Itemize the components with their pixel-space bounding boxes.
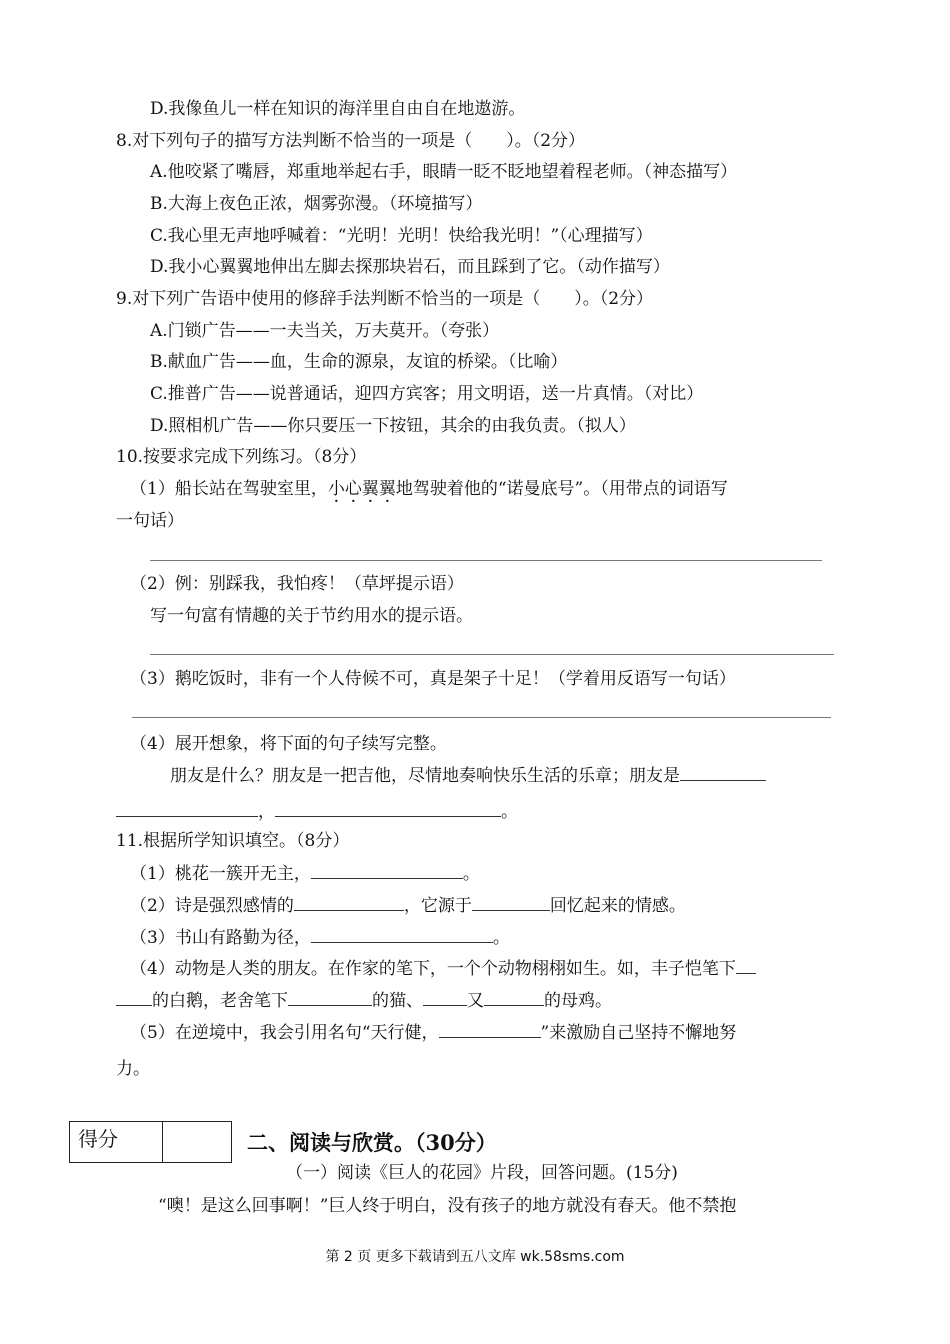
reading-subtitle: （一）阅读《巨人的花园》片段，回答问题。(15分) (286, 1163, 678, 1183)
q11-item2: （2）诗是强烈感情的 ，它源于 回忆起来的情感。 (130, 896, 686, 916)
q7-option-d: D.我像鱼儿一样在知识的海洋里自由自在地遨游。 (150, 99, 526, 119)
q8-stem: 8.对下列句子的描写方法判断不恰当的一项是（ ）。（2分） (116, 131, 586, 151)
q11-item4-cont: 的白鹅，老舍笔下 的猫、 又 的母鸡。 (116, 989, 612, 1012)
q9-option-d: D.照相机广告——你只要压一下按钮，其余的由我负责。（拟人） (150, 416, 636, 436)
blank-11-2a[interactable] (294, 894, 404, 911)
q9-stem: 9.对下列广告语中使用的修辞手法判断不恰当的一项是（ ）。（2分） (116, 289, 654, 309)
q8-option-d: D.我小心翼翼地伸出左脚去探那块岩石，而且踩到了它。（动作描写） (150, 257, 670, 277)
q10-part1-cont: 一句话） (116, 511, 184, 531)
blank-11-4e[interactable] (484, 989, 544, 1006)
page-footer: 第 2 页 更多下载请到五八文库 wk.58sms.com (325, 1249, 625, 1265)
q8-option-c: C.我心里无声地呼喊着：“光明！光明！快给我光明！”（心理描写） (150, 226, 653, 246)
blank-friend-1[interactable] (680, 764, 766, 781)
q10-part2: （2）例：别踩我，我怕疼！（草坪提示语） (130, 574, 464, 594)
reading-passage: “噢！是这么回事啊！”巨人终于明白，没有孩子的地方就没有春天。他不禁抱 (158, 1196, 737, 1216)
q9-option-a: A.门锁广告——一夫当关，万夫莫开。（夸张） (150, 321, 500, 341)
q8-option-a: A.他咬紧了嘴唇，郑重地举起右手，眼睛一眨不眨地望着程老师。（神态描写） (150, 162, 738, 182)
answer-line-3[interactable] (132, 717, 831, 718)
blank-friend-3[interactable] (275, 800, 501, 817)
answer-line-2[interactable] (150, 654, 834, 655)
q9-option-c: C.推普广告——说普通话，迎四方宾客；用文明语，送一片真情。（对比） (150, 384, 704, 404)
blank-11-4c[interactable] (288, 989, 372, 1006)
score-box (69, 1121, 232, 1163)
q11-item5-cont: 力。 (116, 1059, 150, 1079)
blank-11-2b[interactable] (472, 894, 550, 911)
blank-friend-2[interactable] (116, 800, 258, 817)
dotted-word: 小心翼翼 (327, 479, 396, 499)
q10-part3: （3）鹅吃饭时，非有一个人侍候不可，真是架子十足！（学着用反语写一句话） (130, 669, 736, 689)
q11-stem: 11.根据所学知识填空。（8分） (116, 831, 350, 851)
q11-item4: （4）动物是人类的朋友。在作家的笔下，一个个动物栩栩如生。如，丰子恺笔下 (130, 957, 756, 980)
q8-option-b: B.大海上夜色正浓，烟雾弥漫。（环境描写） (150, 194, 483, 214)
blank-11-4b[interactable] (116, 989, 152, 1006)
q10-part2-task: 写一句富有情趣的关于节约用水的提示语。 (150, 606, 473, 626)
blank-11-1[interactable] (311, 862, 463, 879)
q11-item1: （1）桃花一簇开无主， 。 (130, 864, 480, 884)
q10-part1: （1）船长站在驾驶室里，小心翼翼地驾驶着他的“诺曼底号”。（用带点的词语写 (130, 479, 728, 499)
blank-11-5[interactable] (439, 1021, 541, 1038)
q11-item5: （5）在逆境中，我会引用名句“天行健， ”来激励自己坚持不懈地努 (130, 1023, 737, 1043)
blank-11-4d[interactable] (423, 989, 467, 1006)
q10-part4-text: 朋友是什么？朋友是一把吉他，尽情地奏响快乐生活的乐章；朋友是 (170, 764, 766, 787)
section-title: 二、阅读与欣赏。（30分） (247, 1130, 497, 1155)
q10-part4-cont: ， 。 (116, 800, 518, 823)
q10-stem: 10.按要求完成下列练习。（8分） (116, 447, 367, 467)
score-label: 得分 (78, 1127, 118, 1151)
q9-option-b: B.献血广告——血，生命的源泉，友谊的桥梁。（比喻） (150, 352, 568, 372)
answer-line-1[interactable] (150, 560, 822, 561)
q11-item3: （3）书山有路勤为径， 。 (130, 928, 510, 948)
q10-part4: （4）展开想象，将下面的句子续写完整。 (130, 734, 447, 754)
blank-11-3[interactable] (311, 926, 493, 943)
score-label-cell (70, 1122, 163, 1162)
blank-11-4a[interactable] (736, 957, 756, 974)
